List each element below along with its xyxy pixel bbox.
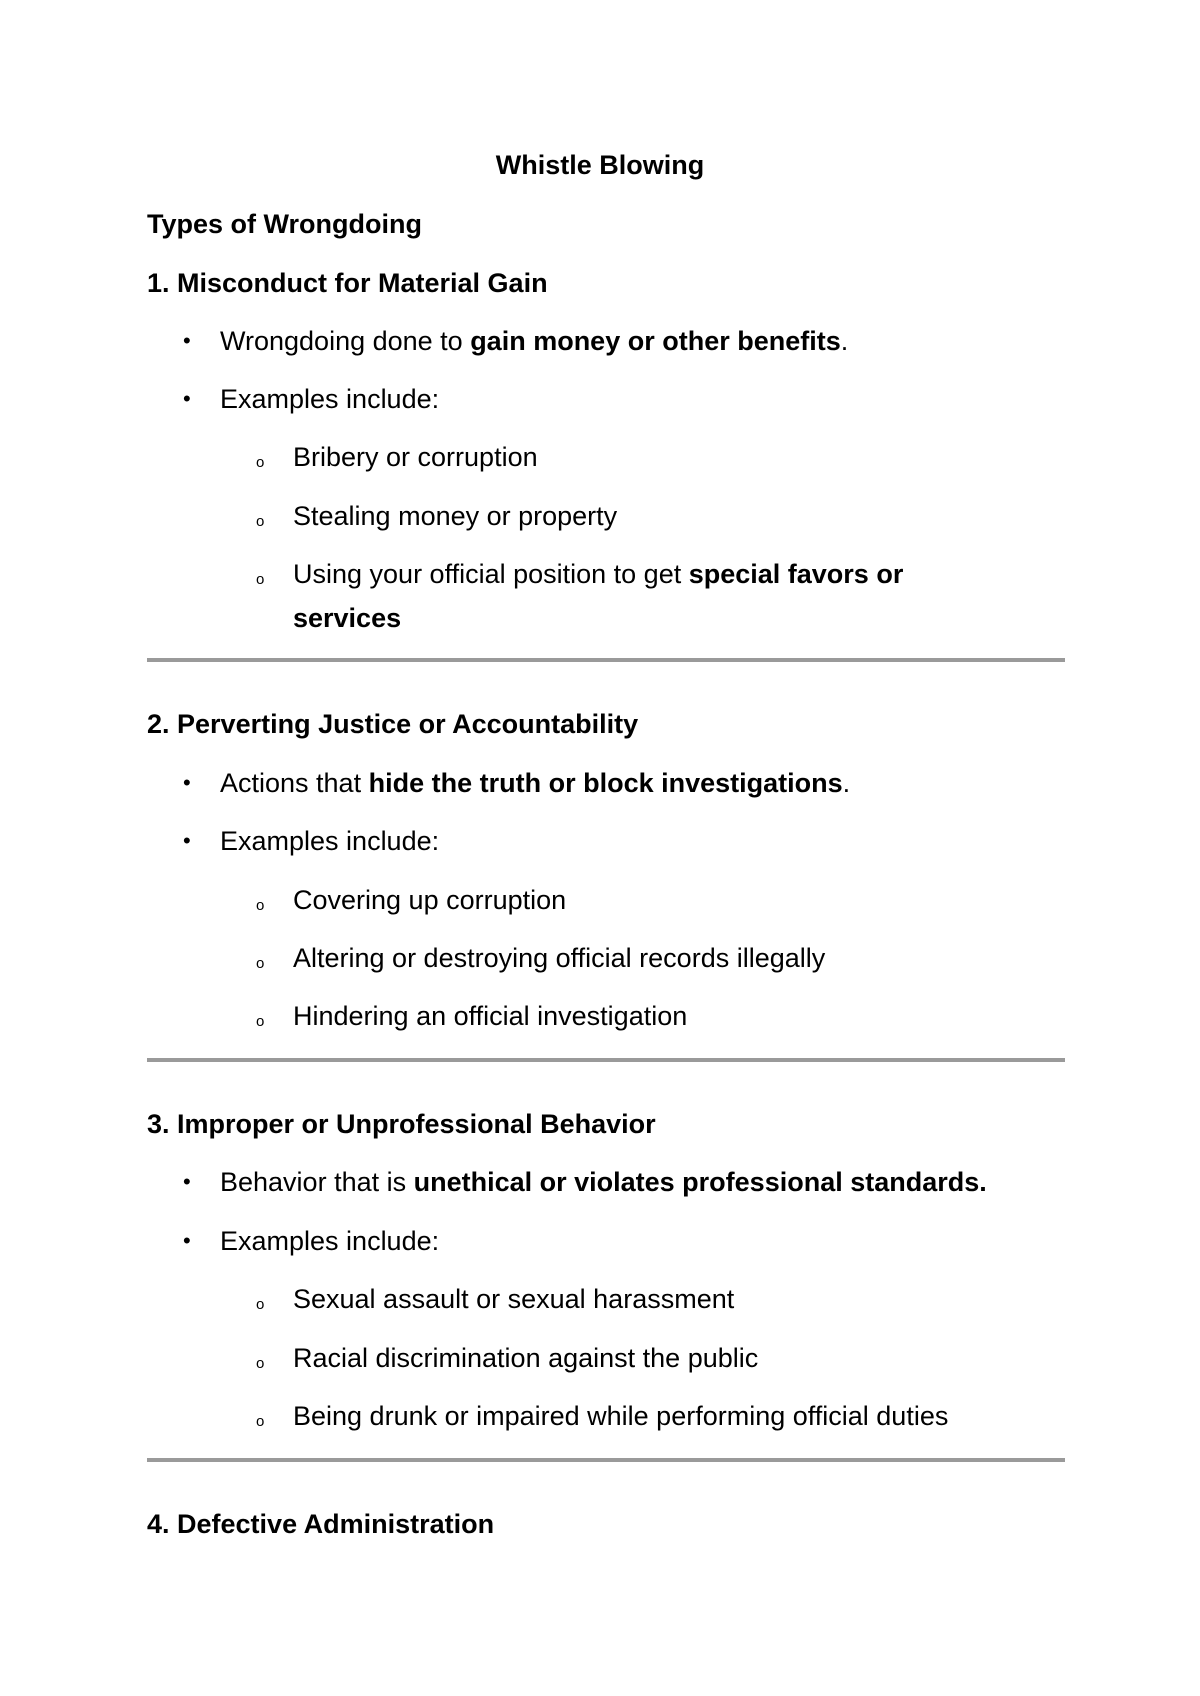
section-3-example-2: Racial discrimination against the public — [293, 1343, 759, 1373]
section-2-example-1: Covering up corruption — [293, 885, 567, 915]
section-2-heading: 2. Perverting Justice or Accountability — [147, 709, 639, 739]
section-2-bullet-1-bold-text: hide the truth or block investigations — [368, 768, 843, 798]
section-1-bullet-1 — [220, 324, 848, 358]
section-3-bullet-1-text: Behavior that is — [220, 1167, 414, 1197]
section-3-bullet-2: Examples include: — [220, 1226, 440, 1256]
sub-bullet-marker: o — [256, 1013, 265, 1030]
section-1-example-3 — [293, 552, 973, 640]
bullet-marker: • — [183, 828, 191, 853]
section-1-example-3-text: Using your official position to get — [293, 559, 689, 589]
section-3-heading: 3. Improper or Unprofessional Behavior — [147, 1109, 656, 1139]
section-2-example-3: Hindering an official investigation — [293, 1001, 688, 1031]
section-1-bullet-1-end: . — [840, 326, 849, 356]
bullet-marker: • — [183, 1169, 191, 1194]
bullet-marker: • — [183, 328, 191, 353]
bullet-marker: • — [183, 1228, 191, 1253]
sub-bullet-marker: o — [256, 1296, 265, 1313]
section-3-bullet-1-bold-text: unethical or violates professional standards. — [413, 1167, 987, 1197]
section-2-bullet-1 — [220, 766, 850, 800]
sub-bullet-marker: o — [256, 571, 265, 588]
section-3-example-3: Being drunk or impaired while performing official duties — [293, 1401, 949, 1431]
section-1-bullet-1-bold-text: gain money or other benefits — [470, 326, 841, 356]
section-2-bullet-1-end: . — [842, 768, 851, 798]
document-title: Whistle Blowing — [495, 150, 705, 180]
section-1-example-1: Bribery or corruption — [293, 442, 538, 472]
section-3-example-1: Sexual assault or sexual harassment — [293, 1284, 735, 1314]
section-4-heading: 4. Defective Administration — [147, 1509, 495, 1539]
section-3-bullet-1 — [220, 1165, 987, 1199]
section-1-heading: 1. Misconduct for Material Gain — [147, 268, 548, 298]
sub-bullet-marker: o — [256, 1413, 265, 1430]
section-2-bullet-2: Examples include: — [220, 826, 440, 856]
bullet-marker: • — [183, 770, 191, 795]
section-1-example-2: Stealing money or property — [293, 501, 618, 531]
sub-bullet-marker: o — [256, 1355, 265, 1372]
section-1-bullet-2: Examples include: — [220, 384, 440, 414]
sub-bullet-marker: o — [256, 454, 265, 471]
section-2-example-2: Altering or destroying official records illegally — [293, 943, 826, 973]
sub-bullet-marker: o — [256, 955, 265, 972]
bullet-marker: • — [183, 386, 191, 411]
section-2-bullet-1-text: Actions that — [220, 768, 369, 798]
subtitle-types-of-wrongdoing: Types of Wrongdoing — [147, 209, 422, 239]
sub-bullet-marker: o — [256, 513, 265, 530]
horizontal-rule — [147, 1058, 1065, 1062]
section-1-example-3-bold-text: special favors or services — [293, 559, 904, 633]
sub-bullet-marker: o — [256, 897, 265, 914]
section-1-bullet-1-text: Wrongdoing done to — [220, 326, 471, 356]
horizontal-rule — [147, 1458, 1065, 1462]
horizontal-rule — [147, 658, 1065, 662]
